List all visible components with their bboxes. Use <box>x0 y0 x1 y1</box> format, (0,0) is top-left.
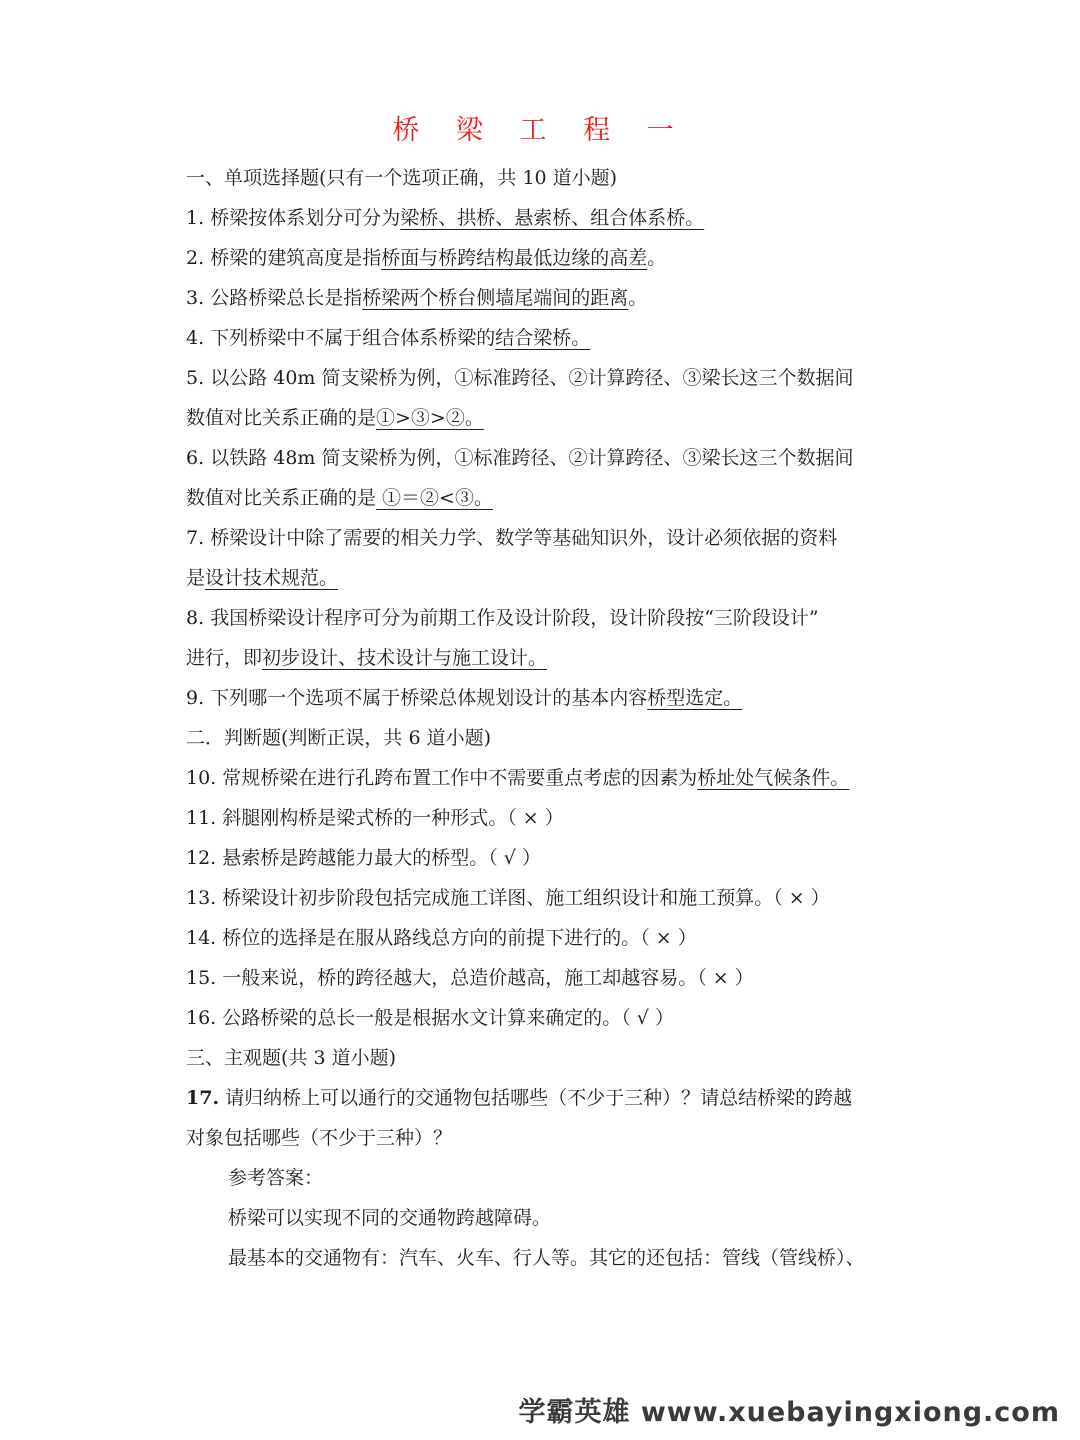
question-14: 14. 桥位的选择是在服从路线总方向的前提下进行的。（ × ） <box>186 927 697 949</box>
question-7-cont: 是设计技术规范。 <box>186 558 902 598</box>
section-heading-2: 二．判断题(判断正误，共 6 道小题) <box>186 727 491 749</box>
reference-answer-line-2: 最基本的交通物有：汽车、火车、行人等。其它的还包括：管线（管线桥）、 <box>228 1247 865 1269</box>
question-6-cont: 数值对比关系正确的是 ①＝②<③。 <box>186 478 902 518</box>
question-9: 9. 下列哪一个选项不属于桥梁总体规划设计的基本内容桥型选定。 <box>186 678 902 718</box>
document-title: 桥 梁 工 程 一 <box>392 115 688 146</box>
question-10: 10. 常规桥梁在进行孔跨布置工作中不需要重点考虑的因素为桥址处气候条件。 <box>186 767 850 789</box>
answer-9: 桥型选定。 <box>647 687 743 709</box>
answer-5: ①>③>②。 <box>376 407 484 429</box>
answer-8: 初步设计、技术设计与施工设计。 <box>262 647 548 669</box>
answer-1: 梁桥、拱桥、悬索桥、组合体系桥。 <box>400 207 705 229</box>
document-body <box>186 158 902 1278</box>
question-16: 16. 公路桥梁的总长一般是根据水文计算来确定的。（ √ ） <box>186 1007 674 1029</box>
site-watermark: 学霸英雄 www.xuebayingxiong.com <box>518 1397 1060 1428</box>
answer-2: 桥面与桥跨结构最低边缘的高差 <box>381 247 648 269</box>
question-8: 8. 我国桥梁设计程序可分为前期工作及设计阶段，设计阶段按“三阶段设计” <box>186 607 819 629</box>
answer-7: 设计技术规范。 <box>205 567 339 589</box>
question-2: 2. 桥梁的建筑高度是指桥面与桥跨结构最低边缘的高差。 <box>186 247 667 269</box>
question-5: 5. 以公路 40m 简支梁桥为例，①标准跨径、②计算跨径、③梁长这三个数据间 <box>186 367 854 389</box>
reference-answer-label: 参考答案： <box>228 1167 324 1189</box>
question-5-cont: 数值对比关系正确的是①>③>②。 <box>186 398 902 438</box>
question-15: 15. 一般来说，桥的跨径越大，总造价越高，施工却越容易。（ × ） <box>186 967 754 989</box>
question-7: 7. 桥梁设计中除了需要的相关力学、数学等基础知识外，设计必须依据的资料 <box>186 527 838 549</box>
question-1: 1. 桥梁按体系划分可分为梁桥、拱桥、悬索桥、组合体系桥。 <box>186 207 705 229</box>
question-3: 3. 公路桥梁总长是指桥梁两个桥台侧墙尾端间的距离。 <box>186 287 648 309</box>
question-17: 17. 请归纳桥上可以通行的交通物包括哪些（不少于三种）？请总结桥梁的跨越 <box>186 1087 853 1109</box>
answer-3: 桥梁两个桥台侧墙尾端间的距离 <box>362 287 629 309</box>
question-4: 4. 下列桥梁中不属于组合体系桥梁的结合梁桥。 <box>186 318 902 358</box>
question-8-cont: 进行，即初步设计、技术设计与施工设计。 <box>186 638 902 678</box>
question-11: 11. 斜腿刚构桥是梁式桥的一种形式。（ × ） <box>186 807 564 829</box>
reference-answer-line-1: 桥梁可以实现不同的交通物跨越障碍。 <box>228 1207 552 1229</box>
question-12: 12. 悬索桥是跨越能力最大的桥型。（ √ ） <box>186 847 541 869</box>
answer-6: ①＝②<③。 <box>376 487 493 509</box>
question-6: 6. 以铁路 48m 简支梁桥为例，①标准跨径、②计算跨径、③梁长这三个数据间 <box>186 447 854 469</box>
answer-10: 桥址处气候条件。 <box>697 767 850 789</box>
question-17-cont: 对象包括哪些（不少于三种）？ <box>186 1127 453 1149</box>
section-heading-3: 三、主观题(共 3 道小题) <box>186 1047 396 1069</box>
section-heading-1: 一、单项选择题(只有一个选项正确，共 10 道小题) <box>186 167 618 189</box>
question-13: 13. 桥梁设计初步阶段包括完成施工详图、施工组织设计和施工预算。（ × ） <box>186 887 830 909</box>
answer-4: 结合梁桥。 <box>495 327 591 349</box>
